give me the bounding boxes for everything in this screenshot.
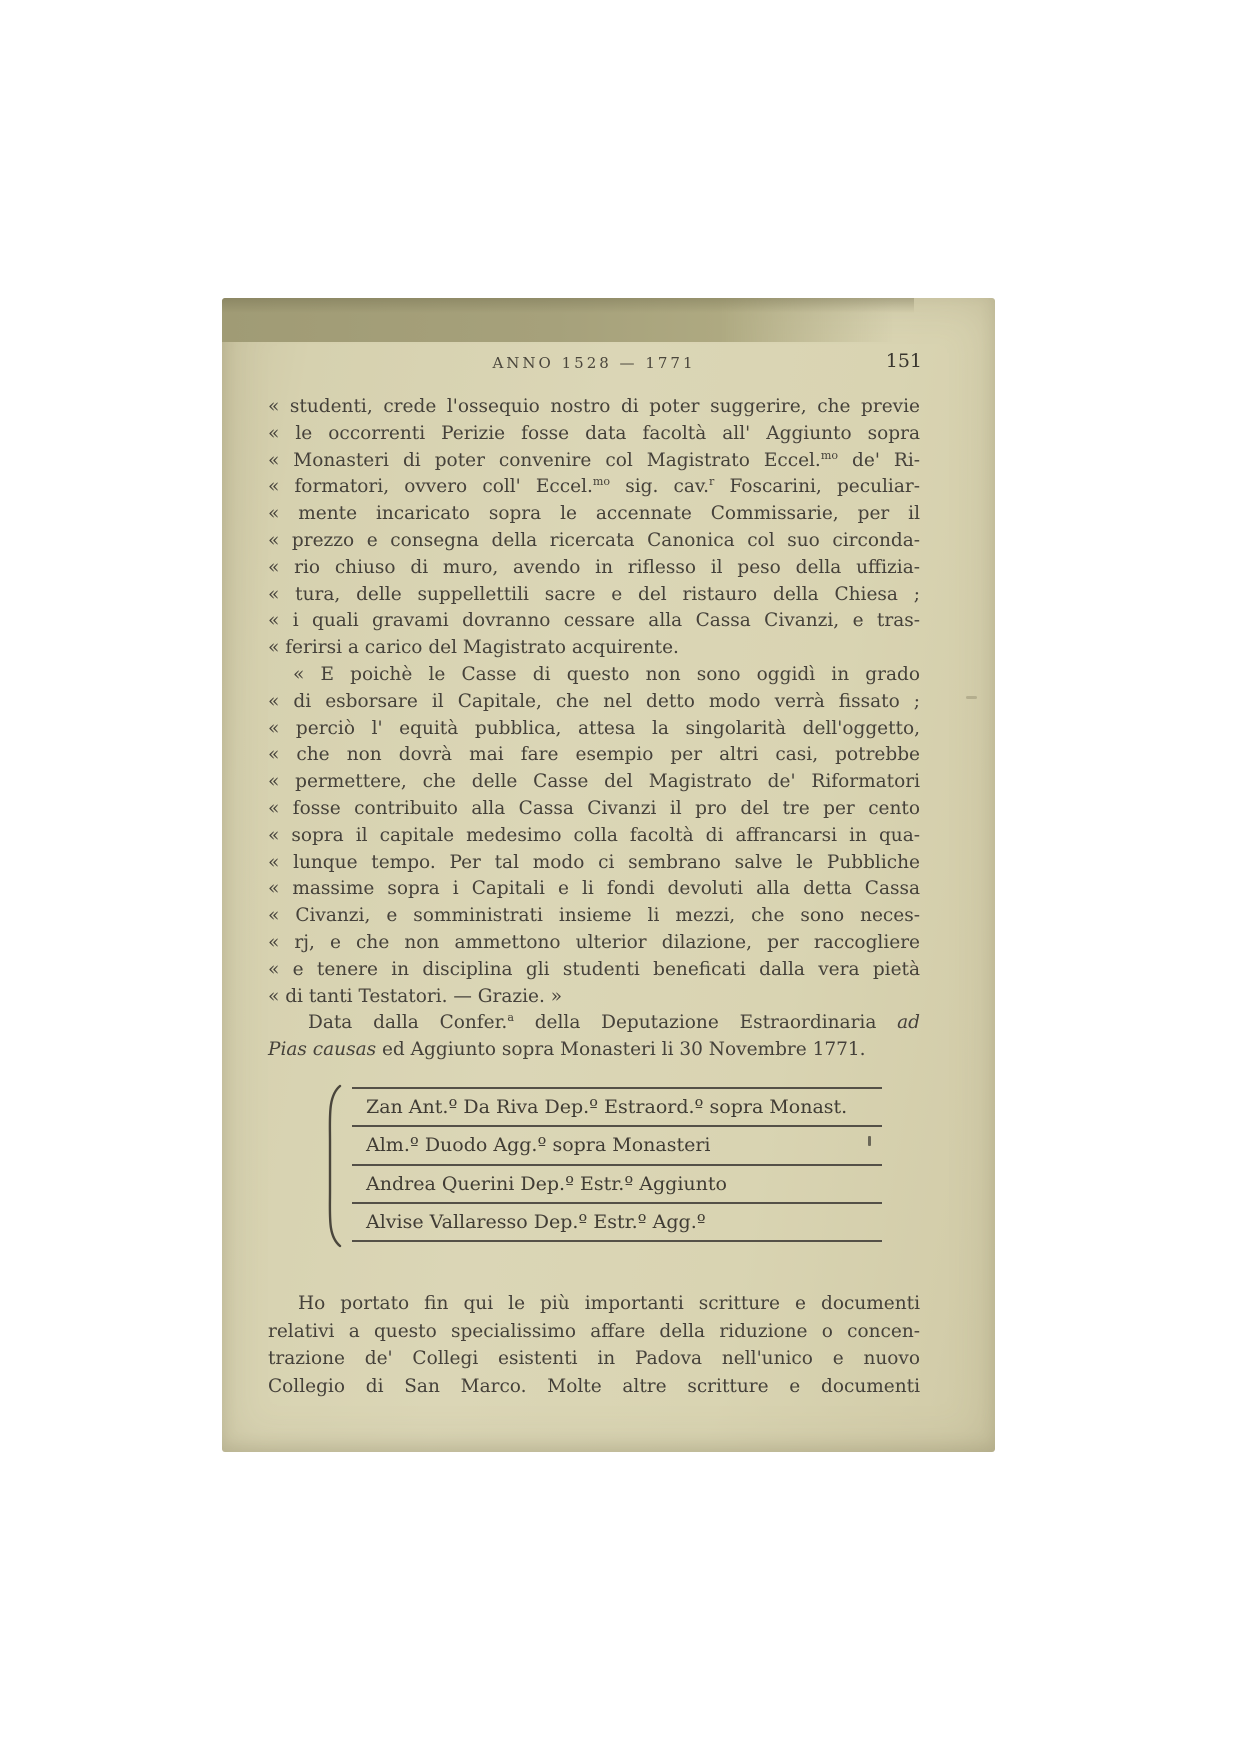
quote-line: « E poichè le Casse di questo non sono oggidì in grado	[293, 663, 920, 685]
quote-line: « le occorrenti Perizie fosse data facoltà all' Aggiunto sopra	[268, 422, 920, 444]
scan-artifact-dash	[966, 696, 977, 699]
quote-line: « fosse contribuito alla Cassa Civanzi il pro del tre per cento	[268, 797, 920, 819]
dateline-line	[268, 1010, 920, 1037]
closing-line: Ho portato fin qui le più importanti scritture e documenti	[298, 1293, 920, 1314]
dateline-text: ed Aggiunto sopra Monasteri li 30 Novembre 1771.	[376, 1039, 866, 1061]
quote-line: « ferirsi a carico del Magistrato acquirente.	[268, 637, 679, 659]
signature-text: Andrea Querini Dep.º Estr.º Aggiunto	[366, 1172, 727, 1195]
quote-line: « e tenere in disciplina gli studenti beneficati dalla vera pietà	[268, 958, 920, 980]
dateline-text: Data dalla Confer.	[308, 1012, 508, 1034]
closing-paragraph	[268, 1290, 920, 1400]
signature-row	[352, 1087, 882, 1125]
running-title: ANNO 1528 — 1771	[492, 354, 696, 372]
quote-line: « che non dovrà mai fare esempio per altri casi, potrebbe	[268, 744, 920, 766]
quote-line: « lunque tempo. Per tal modo ci sembrano salve le Pubbliche	[268, 851, 920, 873]
quote-line-text: Foscarini, peculiar-	[714, 476, 920, 498]
quote-line: « di tanti Testatori. — Grazie. »	[268, 985, 563, 1007]
scan-artifact-tick	[868, 1136, 871, 1146]
quote-line: « perciò l' equità pubblica, attesa la singolarità dell'oggetto,	[268, 717, 920, 739]
quote-line	[268, 448, 920, 475]
quote-line: « rj, e che non ammettono ulterior dilazione, per raccogliere	[268, 931, 920, 953]
page-header	[268, 350, 922, 380]
brace-icon	[318, 1083, 344, 1249]
page-number: 151	[885, 350, 922, 372]
quote-line: « sopra il capitale medesimo colla facoltà di affrancarsi in qua-	[268, 824, 920, 846]
superscript-abbrev: mo	[592, 475, 611, 489]
signature-text: Zan Ant.º Da Riva Dep.º Estraord.º sopra Monast.	[366, 1096, 848, 1119]
signature-text: Alm.º Duodo Agg.º sopra Monasteri	[366, 1134, 711, 1157]
quote-line: « tura, delle suppellettili sacre e del ristauro della Chiesa ;	[268, 583, 920, 605]
superscript-abbrev: r	[709, 475, 715, 489]
dateline-line	[268, 1037, 920, 1064]
quote-line-text: sig. cav.	[610, 476, 710, 498]
quoted-passage	[268, 394, 920, 1064]
signature-row	[352, 1164, 882, 1202]
signature-row	[352, 1125, 882, 1163]
dateline-italic: Pias causas	[268, 1039, 377, 1061]
quote-line: « i quali gravami dovranno cessare alla Cassa Civanzi, e tras-	[268, 610, 920, 632]
quote-line: « di esborsare il Capitale, che nel detto modo verrà fissato ;	[268, 690, 920, 712]
quote-line-text: « Monasteri di poter convenire col Magistrato Eccel.	[268, 449, 821, 471]
quote-line: « mente incaricato sopra le accennate Commissarie, per il	[268, 503, 920, 525]
closing-line: relativi a questo specialissimo affare della riduzione o concen-	[268, 1320, 920, 1342]
dateline-text: della Deputazione Estraordinaria	[513, 1012, 898, 1034]
signature-text: Alvise Vallaresso Dep.º Estr.º Agg.º	[366, 1211, 706, 1234]
quote-line: « rio chiuso di muro, avendo in riflesso il peso della uffizia-	[268, 556, 920, 578]
signature-row	[352, 1202, 882, 1240]
quote-line: « massime sopra i Capitali e li fondi devoluti alla detta Cassa	[268, 878, 920, 900]
quote-line	[268, 474, 920, 501]
scan-shadow-band	[222, 298, 914, 342]
quote-line: « prezzo e consegna della ricercata Canonica col suo circonda-	[268, 529, 920, 551]
superscript-abbrev: mo	[820, 448, 839, 462]
closing-line: trazione de' Collegi esistenti in Padova nell'unico e nuovo	[268, 1348, 920, 1369]
scanned-book-page	[222, 298, 995, 1452]
quote-line: « permettere, che delle Casse del Magistrato de' Riformatori	[268, 771, 920, 793]
dateline-italic: ad	[897, 1012, 920, 1034]
closing-line: Collegio di San Marco. Molte altre scritture e documenti	[268, 1375, 920, 1397]
quote-line: « studenti, crede l'ossequio nostro di poter suggerire, che previe	[268, 396, 920, 417]
quote-line: « Civanzi, e somministrati insieme li mezzi, che sono neces-	[268, 905, 920, 927]
quote-line-text: de' Ri-	[838, 449, 920, 471]
superscript-abbrev: a	[507, 1011, 514, 1025]
signature-block	[352, 1087, 882, 1242]
quote-line-text: « formatori, ovvero coll' Eccel.	[268, 476, 593, 498]
